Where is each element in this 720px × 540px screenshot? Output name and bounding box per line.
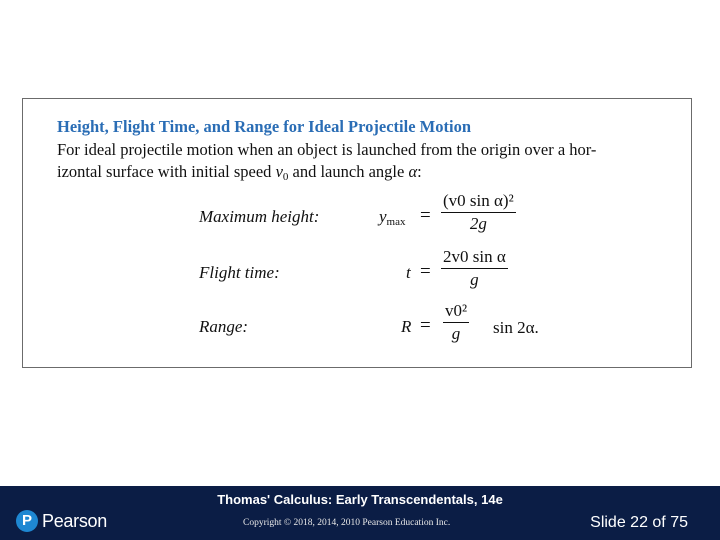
theorem-box: [22, 98, 692, 368]
numerator: (v0 sin α)²: [443, 191, 514, 210]
theorem-statement: [57, 139, 677, 188]
denominator: g: [470, 270, 479, 289]
formula-label: Maximum height:: [199, 207, 320, 226]
denominator: 2g: [469, 214, 487, 233]
formula-lhs: t: [406, 263, 411, 282]
pearson-logo-text: Pearson: [42, 511, 107, 531]
book-title: Thomas' Calculus: Early Transcendentals, 14e: [217, 492, 503, 507]
pearson-logo-icon: P: [16, 510, 38, 532]
theorem-text-line1: For ideal projectile motion when an object is launched from the origin over a hor-: [57, 140, 597, 159]
copyright-notice: Copyright © 2018, 2014, 2010 Pearson Education Inc.: [243, 518, 451, 528]
formula-range: [23, 301, 691, 355]
theorem-text-line2: izontal surface with initial speed $v_0$ and launch angle α:: [57, 162, 422, 183]
formula-fraction: [441, 191, 516, 234]
formula-lhs: R: [401, 317, 412, 336]
slide-number: Slide 22 of 75: [590, 514, 688, 531]
formula-fraction: [443, 301, 469, 344]
equals-sign: =: [420, 205, 431, 226]
numerator: v0²: [445, 301, 468, 320]
formula-label: Flight time:: [199, 263, 280, 282]
formula-trailing: sin 2α.: [493, 318, 539, 337]
denominator: g: [451, 324, 461, 343]
formula-max-height: [23, 191, 691, 245]
theorem-title: Height, Flight Time, and Range for Ideal Projectile Motion: [57, 117, 471, 136]
formula-lhs: $y_{max}$: [379, 207, 406, 228]
equals-sign: =: [420, 315, 431, 336]
formula-flight-time: [23, 247, 691, 301]
numerator: 2v0 sin α: [443, 247, 506, 266]
equals-sign: =: [420, 261, 431, 282]
formula-label: Range:: [199, 317, 249, 336]
formula-fraction: [441, 247, 508, 290]
slide-footer: [0, 486, 720, 540]
